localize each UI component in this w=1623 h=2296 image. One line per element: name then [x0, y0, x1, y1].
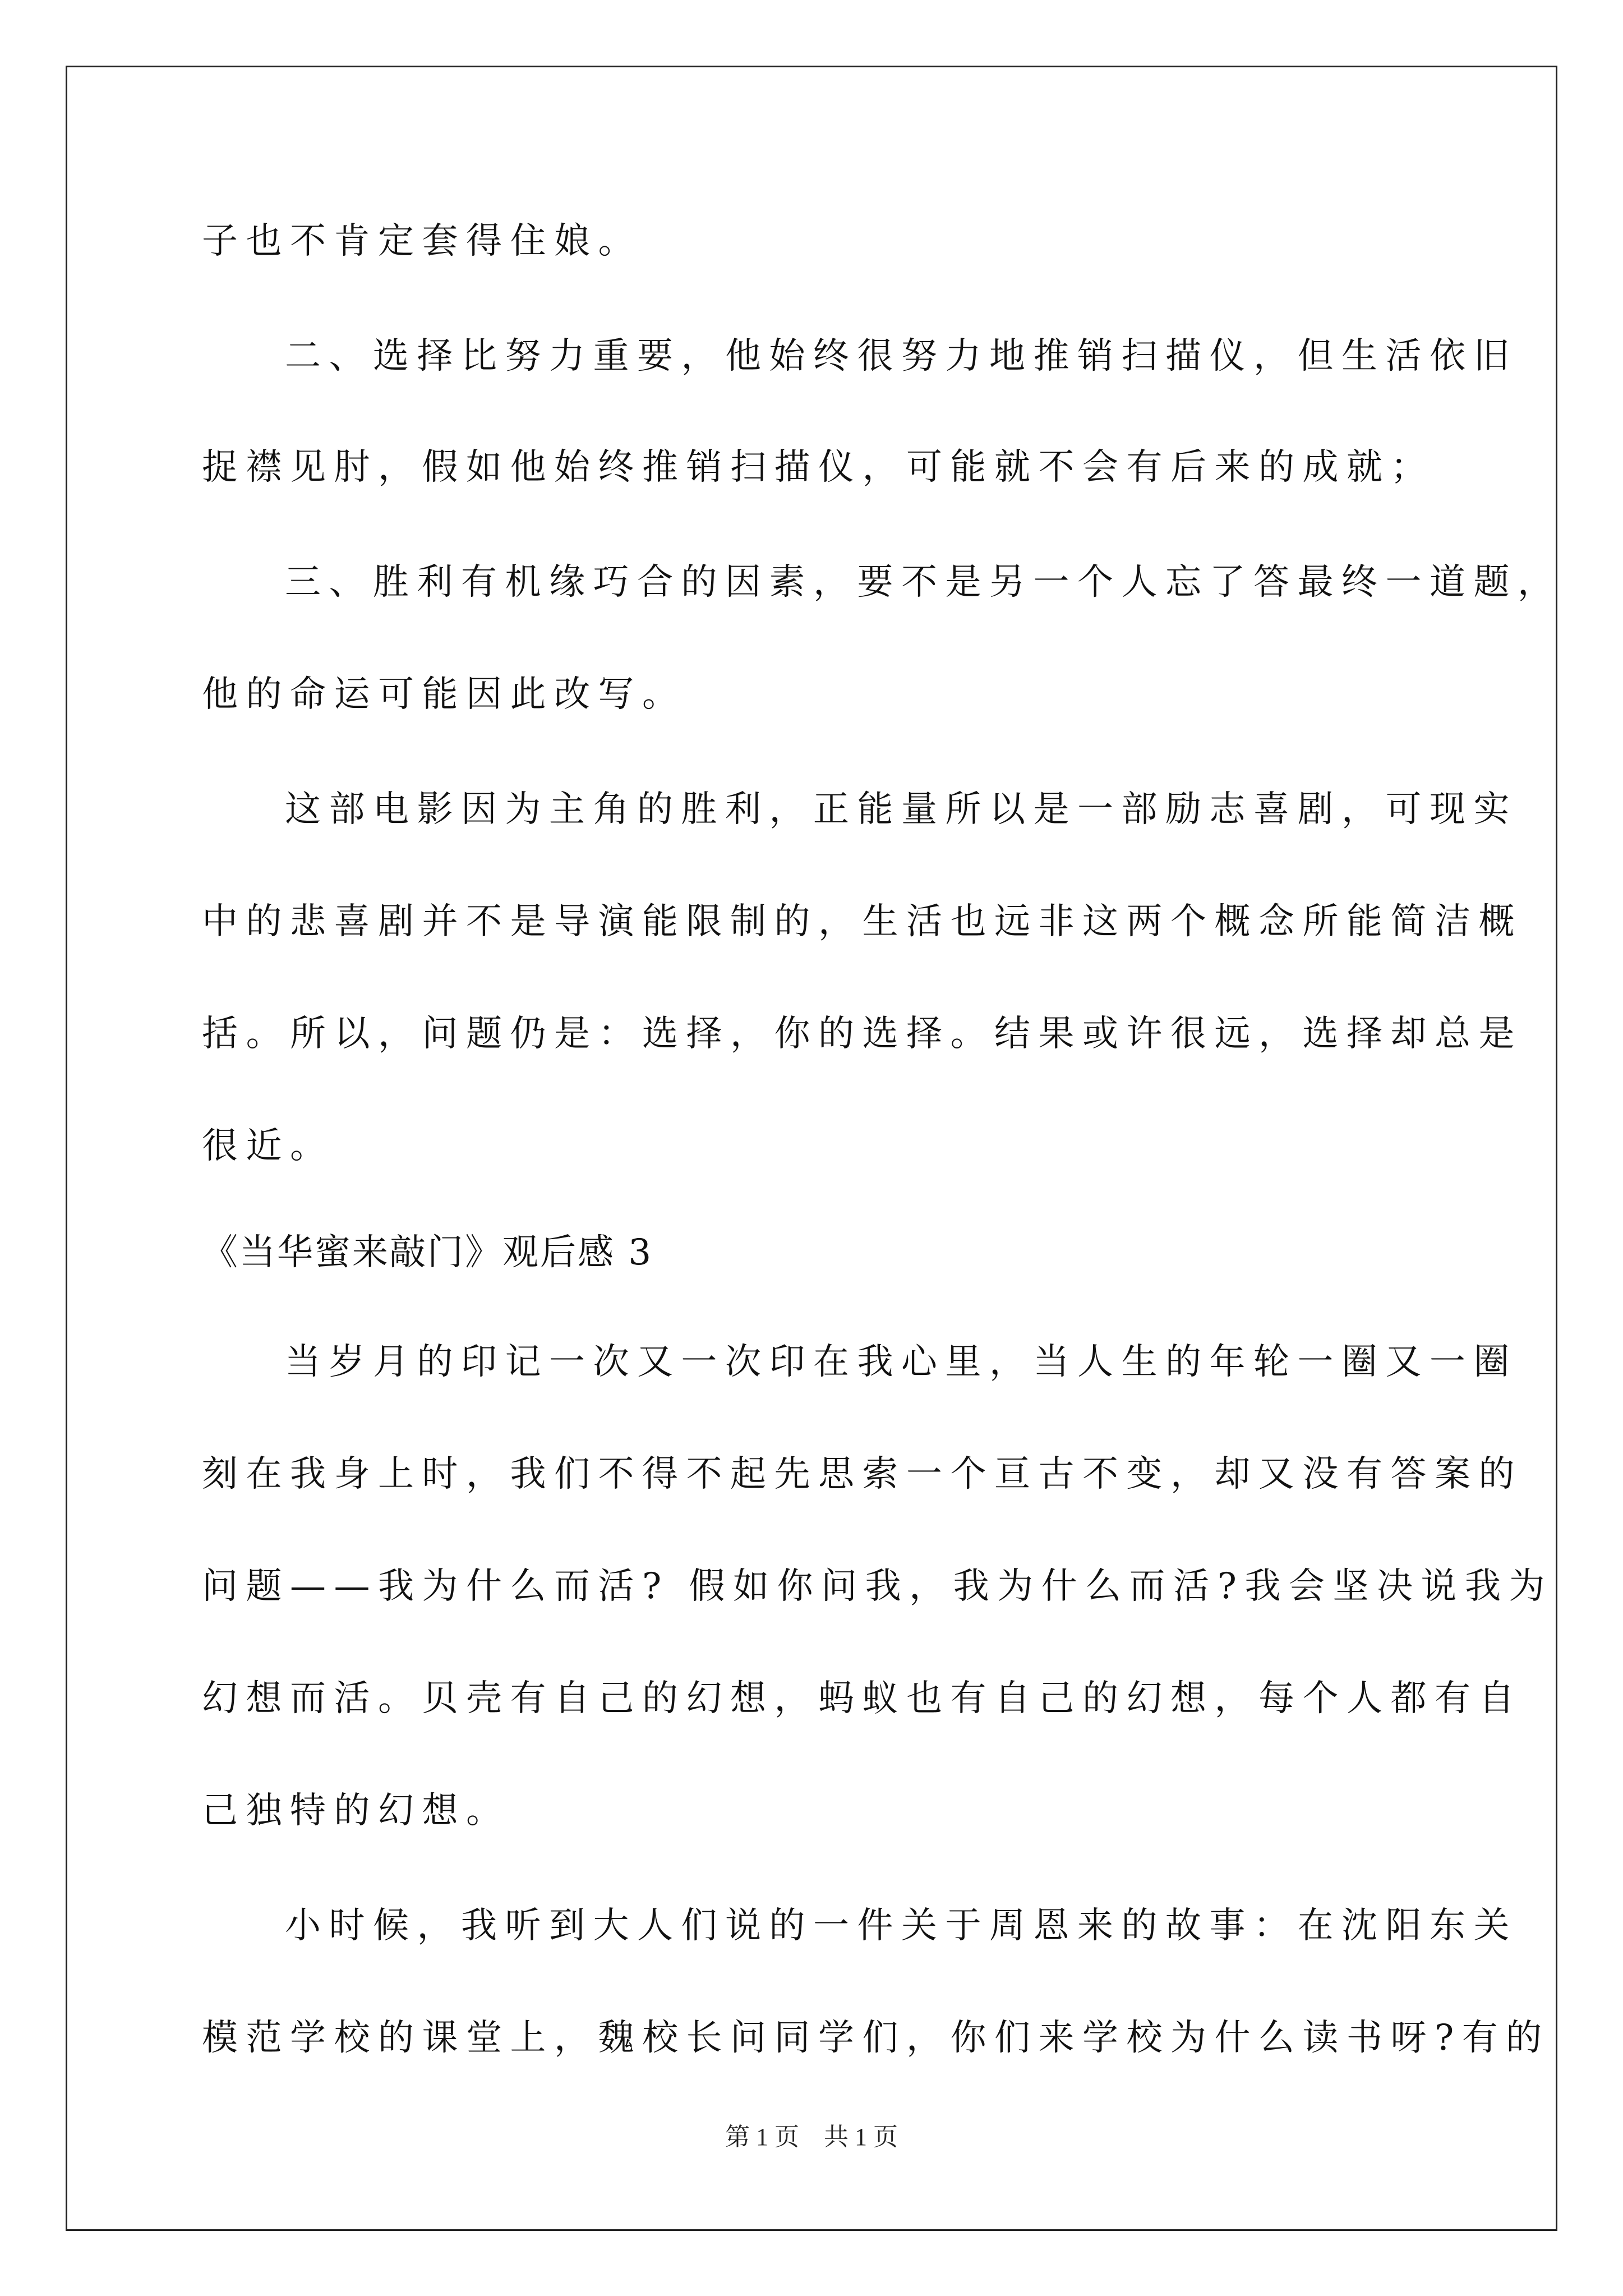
- text-line: 问题——我为什么而活? 假如你问我，我为什么而活?我会坚决说我为: [202, 1566, 1553, 1607]
- text-line: 很近。: [202, 1125, 334, 1167]
- text-line: 这部电影因为主角的胜利，正能量所以是一部励志喜剧，可现实: [285, 789, 1518, 830]
- text-line: 当岁月的印记一次又一次印在我心里，当人生的年轮一圈又一圈: [285, 1341, 1518, 1383]
- text-line: 二、选择比努力重要，他始终很努力地推销扫描仪，但生活依旧: [285, 335, 1518, 377]
- page-number-label: 第 1 页 共 1 页: [725, 2123, 898, 2151]
- text-line: 模范学校的课堂上，魏校长问同学们，你们来学校为什么读书呀?有的: [202, 2017, 1550, 2059]
- text-line: 中的悲喜剧并不是导演能限制的，生活也远非这两个概念所能简洁概: [202, 901, 1523, 942]
- text-line: 己独特的幻想。: [202, 1790, 510, 1832]
- text-line: 括。所以，问题仍是：选择，你的选择。结果或许很远，选择却总是: [202, 1013, 1523, 1055]
- text-line: 幻想而活。贝壳有自己的幻想，蚂蚁也有自己的幻想，每个人都有自: [202, 1678, 1523, 1719]
- text-line: 三、胜利有机缘巧合的因素，要不是另一个人忘了答最终一道题，: [285, 562, 1562, 603]
- section-heading: 《当华蜜来敲门》观后感 3: [202, 1232, 653, 1273]
- text-line: 子也不肯定套得住娘。: [202, 220, 642, 262]
- text-line: 他的命运可能因此改写。: [202, 674, 686, 715]
- text-line: 小时候，我听到大人们说的一件关于周恩来的故事：在沈阳东关: [285, 1905, 1518, 1947]
- page-footer: [0, 2120, 1623, 2154]
- text-line: 捉襟见肘，假如他始终推销扫描仪，可能就不会有后来的成就；: [202, 447, 1435, 488]
- text-line: 刻在我身上时，我们不得不起先思索一个亘古不变，却又没有答案的: [202, 1453, 1523, 1495]
